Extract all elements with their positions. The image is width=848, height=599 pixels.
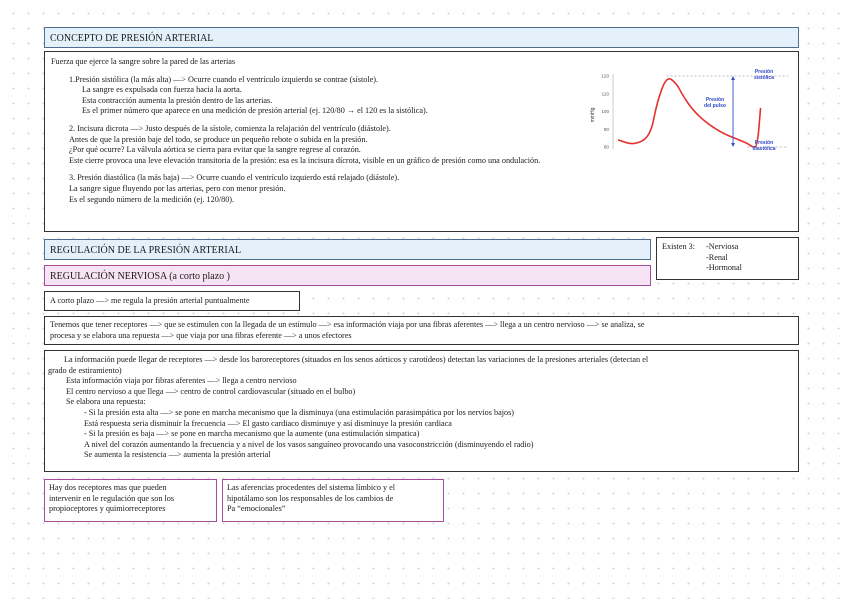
chart-annotation: Presión (754, 69, 774, 75)
pressure-chart (588, 63, 798, 155)
note-receptores (44, 479, 217, 522)
note-line: propioceptores y quimiorreceptores (49, 504, 166, 514)
chart-annotation: Presión (754, 140, 774, 146)
dicrota-line: 2. Incisura dicrota —> Justo después de la sístole, comienza la relajación del ventrículo (diástole). (69, 123, 391, 133)
info-line: grado de estiramiento) (48, 365, 122, 375)
existen-box (656, 237, 799, 280)
info-line: El centro nervioso a que llega —> centro de control cardiovascular (situado en el bulbo) (66, 386, 356, 396)
info-line: Se aumenta la resistencia —> aumenta la presión arterial (84, 450, 271, 460)
y-tick-label: 110 (601, 91, 609, 97)
receptores-line: Tenemos que tener receptores —> que se estimulen con la llegada de un estímulo —> esa información viaja por una fibras aferentes —> llega a un centro nervioso —> se analiza, se (50, 320, 645, 329)
existen-label: Existen 3: (662, 242, 695, 251)
receptores-box (44, 316, 799, 345)
note-aferencias (222, 479, 444, 522)
info-line: Se elabora una repuesta: (66, 397, 146, 407)
diastolica-line: 3. Presión diastólica (la más baja) —> Ocurre cuando el ventrículo izquierdo está relajado (diástole). (69, 173, 400, 183)
sistolica-line: 1.Presión sistólica (la más alta) —> Ocurre cuando el ventrículo izquierdo se contrae (sístole). (69, 74, 379, 84)
pressure-curve (618, 79, 761, 147)
y-tick-label: 120 (601, 73, 609, 79)
info-line: A nivel del corazón aumentando la frecuencia y a nivel de los vasos sanguíneo provocando una vasoconstricción (disminuyendo el radio) (84, 439, 534, 449)
info-line: Está respuesta seria disminuir la frecuencia —> El gasto cardiaco disminuye y así disminuye la presión cardiaca (84, 418, 452, 428)
chart-annotation: diastólica (752, 146, 776, 152)
sistolica-line: La sangre es expulsada con fuerza hacia la aorta. (82, 85, 242, 95)
note-line: hipotálamo son los responsables de los cambios de (227, 493, 394, 503)
corto-plazo-box (44, 291, 300, 311)
chart-annotation: sistólica (753, 75, 775, 81)
note-line: Las aferencias procedentes del sistema límbico y el (227, 483, 396, 492)
info-line: - Si la presión esta alta —> se pone en marcha mecanismo que la disminuya (una estimulación parasimpática por los nervios bajos) (84, 407, 515, 417)
y-tick-label: 100 (601, 109, 609, 115)
chart-annotation: Presión (705, 97, 725, 103)
existen-item: -Hormonal (706, 263, 742, 273)
sistolica-line: Es el primer número que aparece en una medición de presión arterial (ej. 120/80 → el 120 es la sistólica). (82, 106, 428, 116)
info-line: Esta información viaja por fibras aferentes —> llega a centro nervioso (66, 376, 297, 386)
note-line: intervenir en le regulación que son los (49, 493, 175, 503)
arrow-head-up (731, 76, 735, 80)
info-line: La información puede llegar de receptores —> desde los baroreceptores (situados en los senos aórticos y carotídeos) detectan las variaciones de la presiones arteriales (detectan el (64, 355, 649, 364)
arrow-head-down (731, 143, 735, 147)
concept-intro: Fuerza que ejerce la sangre sobre la pared de las arterias (51, 57, 236, 66)
sistolica-line: Esta contracción aumenta la presión dentro de las arterias. (82, 95, 273, 105)
nerviosa-title: REGULACIÓN NERVIOSA (a corto plazo ) (44, 265, 651, 286)
y-tick-label: 90 (603, 126, 609, 132)
dicrota-line: Antes de que la presión baje del todo, se produce un pequeño rebote o subida en la presión. (69, 134, 368, 144)
receptores-line: procesa y se elabora una repuesta —> que viaja por una fibras eferente —> a unos efectores (50, 330, 352, 340)
y-ticks (601, 74, 609, 150)
note-line: Pa “emocionales” (227, 504, 286, 514)
y-tick-label: 80 (603, 144, 609, 150)
chart-annotation: del pulso (704, 103, 726, 109)
dicrota-line: Este cierre provoca una leve elevación transitoria de la presión: esa es la incisura dícrota, visible en un gráfico de presión como una ondulación. (69, 155, 541, 165)
regulacion-title: REGULACIÓN DE LA PRESIÓN ARTERIAL (44, 239, 651, 260)
diastolica-line: La sangre sigue fluyendo por las arterias, pero con menor presión. (69, 183, 286, 193)
concept-title: CONCEPTO DE PRESIÓN ARTERIAL (44, 27, 799, 48)
diastolica-line: Es el segundo número de la medición (ej. 120/80). (69, 194, 235, 204)
info-line: - Si la presión es baja —> se pone en marcha mecanismo que la aumente (una estimulación simpatica) (84, 429, 420, 439)
y-axis-label: mmHg (590, 107, 596, 123)
dicrota-line: ¿Por qué ocurre? La válvula aórtica se cierra para evitar que la sangre regrese al corazón. (69, 145, 361, 155)
corto-plazo-text: A corto plazo —> me regula la presión arterial puntualmente (50, 296, 250, 305)
existen-item: -Renal (706, 252, 728, 262)
existen-item: -Nerviosa (706, 242, 739, 251)
info-box (44, 350, 799, 472)
note-line: Hay dos receptores mas que pueden (49, 483, 167, 492)
